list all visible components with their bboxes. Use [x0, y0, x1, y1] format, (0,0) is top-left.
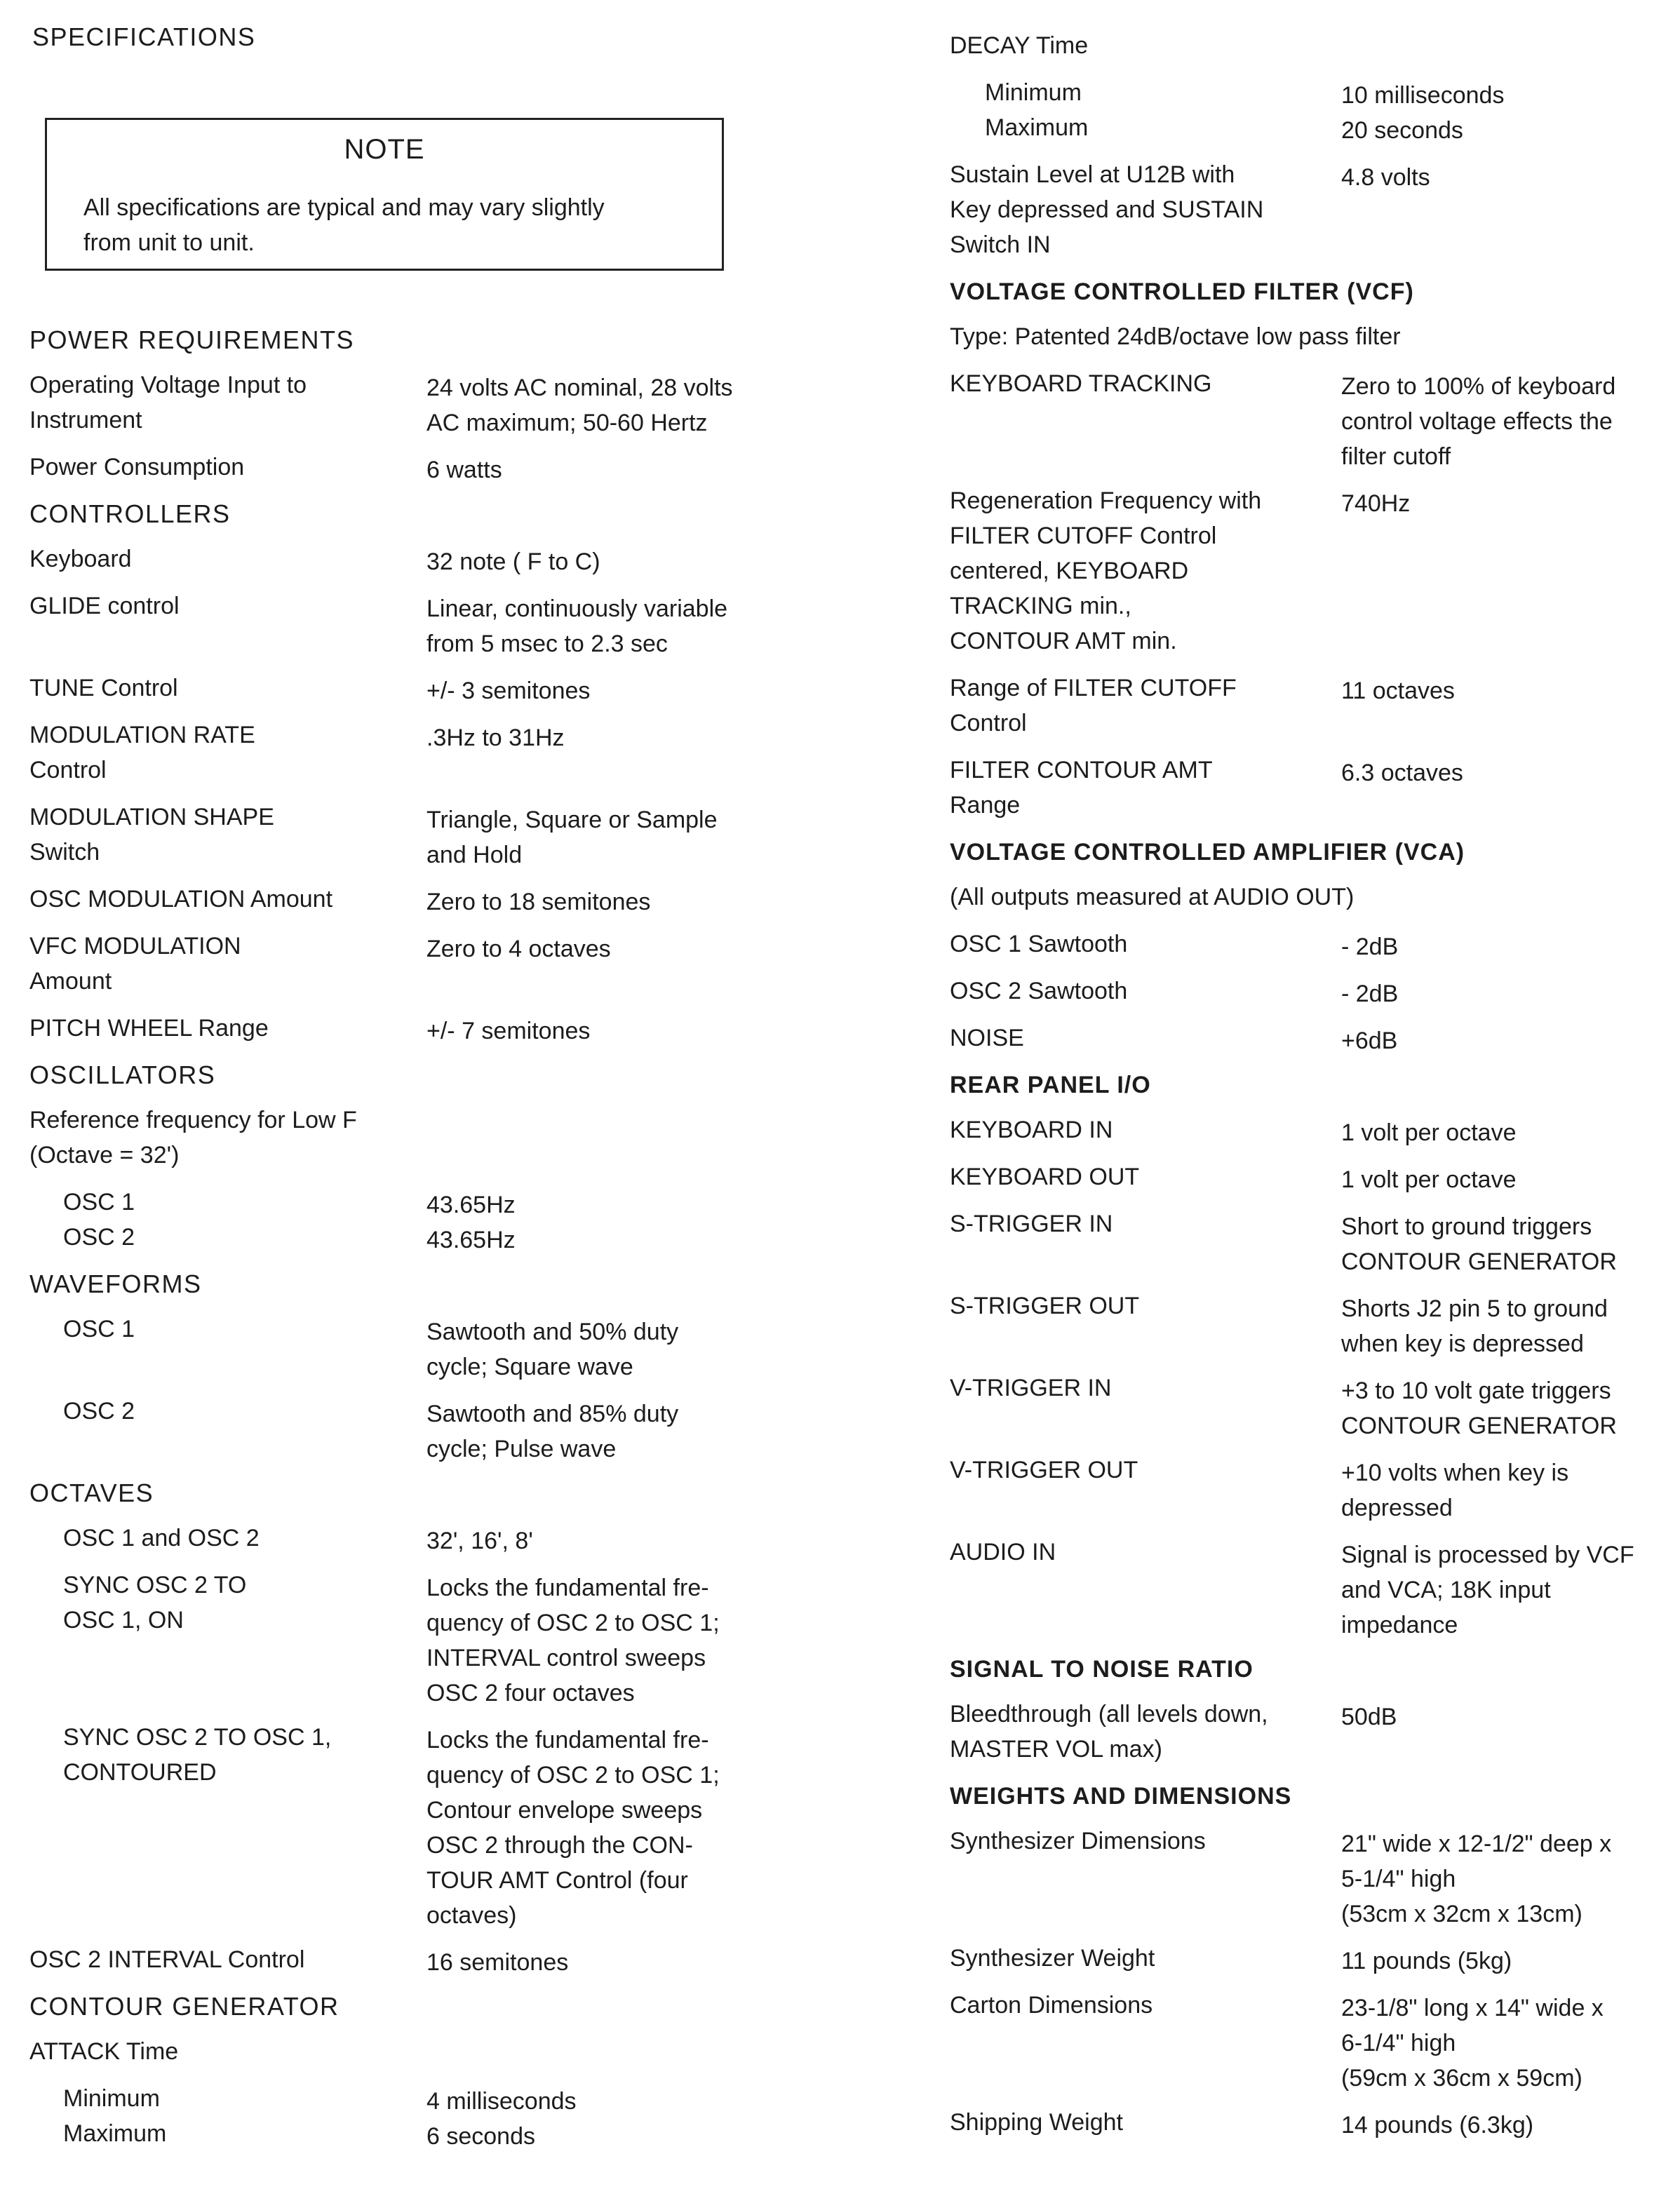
spec-label: OSC 2 [63, 1398, 135, 1424]
spec-value: 14 pounds (6.3kg) [1341, 2112, 1534, 2139]
spec-value: Zero to 18 semitones [426, 889, 651, 915]
spec-value: .3Hz to 31Hz [426, 725, 565, 751]
spec-value: 4 milliseconds [426, 2088, 577, 2115]
spec-label: Shipping Weight [950, 2109, 1123, 2136]
spec-label: NOISE [950, 1025, 1024, 1051]
spec-label: centered, KEYBOARD [950, 558, 1189, 584]
spec-value: - 2dB [1341, 981, 1399, 1007]
spec-label: TUNE Control [29, 675, 178, 701]
spec-value: Locks the fundamental fre- [426, 1727, 709, 1753]
note-body [83, 190, 605, 260]
spec-label: OSC 2 [63, 1224, 135, 1251]
spec-value: OSC 2 four octaves [426, 1680, 635, 1706]
spec-value: 6.3 octaves [1341, 760, 1463, 786]
section-heading: OCTAVES [29, 1479, 154, 1507]
section-heading: POWER REQUIREMENTS [29, 325, 355, 354]
section-heading: WAVEFORMS [29, 1269, 202, 1298]
spec-value: 10 milliseconds [1341, 82, 1505, 109]
spec-value: and Hold [426, 842, 523, 868]
spec-value: octaves) [426, 1902, 517, 1929]
spec-value: +3 to 10 volt gate triggers [1341, 1378, 1611, 1404]
spec-value: 24 volts AC nominal, 28 volts [426, 375, 733, 401]
section-heading: VOLTAGE CONTROLLED FILTER (VCF) [950, 278, 1414, 305]
spec-value: 16 semitones [426, 1949, 569, 1976]
spec-value: Triangle, Square or Sample [426, 807, 718, 833]
spec-label: Switch [29, 839, 100, 866]
spec-value: +10 volts when key is [1341, 1460, 1569, 1486]
page-title: SPECIFICATIONS [32, 22, 256, 51]
note-line: All specifications are typical and may vary slightly [83, 194, 605, 221]
spec-label: Carton Dimensions [950, 1992, 1153, 2019]
spec-label: OSC 2 INTERVAL Control [29, 1946, 305, 1973]
spec-label: KEYBOARD OUT [950, 1164, 1140, 1190]
spec-value: control voltage effects the [1341, 408, 1613, 435]
note-box [45, 118, 724, 271]
spec-value: (53cm x 32cm x 13cm) [1341, 1901, 1582, 1927]
spec-value: CONTOUR GENERATOR [1341, 1248, 1617, 1275]
section-heading: CONTOUR GENERATOR [29, 1992, 340, 2021]
spec-label: (All outputs measured at AUDIO OUT) [950, 884, 1355, 910]
spec-label: KEYBOARD IN [950, 1117, 1113, 1143]
spec-value: Short to ground triggers [1341, 1213, 1592, 1240]
spec-label: Reference frequency for Low F [29, 1107, 357, 1133]
spec-value: Contour envelope sweeps [426, 1797, 703, 1824]
spec-label: CONTOURED [63, 1759, 217, 1786]
spec-value: 23-1/8" long x 14" wide x [1341, 1995, 1604, 2021]
spec-value: 5-1/4" high [1341, 1866, 1456, 1892]
spec-value: 740Hz [1341, 490, 1411, 517]
spec-label: Amount [29, 968, 112, 995]
spec-label: Instrument [29, 407, 142, 433]
spec-label: OSC 2 Sawtooth [950, 978, 1128, 1004]
spec-value: 32', 16', 8' [426, 1528, 533, 1554]
spec-label: ATTACK Time [29, 2038, 179, 2065]
spec-value: impedance [1341, 1612, 1458, 1638]
spec-label: AUDIO IN [950, 1539, 1056, 1565]
spec-value: quency of OSC 2 to OSC 1; [426, 1610, 720, 1636]
spec-value: quency of OSC 2 to OSC 1; [426, 1762, 720, 1789]
spec-label: TRACKING min., [950, 593, 1131, 619]
spec-label: DECAY Time [950, 32, 1089, 59]
spec-label: S-TRIGGER IN [950, 1211, 1113, 1237]
spec-value: +/- 7 semitones [426, 1018, 591, 1044]
spec-label: Regeneration Frequency with [950, 487, 1262, 514]
spec-value: Zero to 4 octaves [426, 936, 611, 962]
spec-value: +/- 3 semitones [426, 678, 591, 704]
spec-label: (Octave = 32') [29, 1142, 180, 1168]
spec-label: S-TRIGGER OUT [950, 1293, 1140, 1319]
spec-value: OSC 2 through the CON- [426, 1832, 693, 1859]
section-heading: SIGNAL TO NOISE RATIO [950, 1656, 1254, 1683]
spec-value: 11 pounds (5kg) [1341, 1948, 1512, 1974]
spec-value: Signal is processed by VCF [1341, 1542, 1634, 1568]
spec-label: Type: Patented 24dB/octave low pass filter [950, 323, 1401, 350]
spec-value: Sawtooth and 85% duty [426, 1401, 679, 1427]
spec-label: MODULATION SHAPE [29, 804, 274, 830]
spec-value: AC maximum; 50-60 Hertz [426, 410, 708, 436]
spec-value: 6 seconds [426, 2123, 535, 2150]
spec-value: INTERVAL control sweeps [426, 1645, 706, 1671]
spec-value: Zero to 100% of keyboard [1341, 373, 1616, 400]
spec-label: Range [950, 792, 1021, 819]
spec-label: GLIDE control [29, 593, 180, 619]
spec-label: PITCH WHEEL Range [29, 1015, 269, 1042]
spec-label: Switch IN [950, 231, 1051, 258]
spec-value: - 2dB [1341, 934, 1399, 960]
spec-value: (59cm x 36cm x 59cm) [1341, 2065, 1582, 2092]
spec-label: MASTER VOL max) [950, 1736, 1162, 1763]
spec-label: OSC 1 [63, 1316, 135, 1342]
spec-label: Minimum [985, 79, 1082, 106]
spec-label: Maximum [63, 2120, 167, 2147]
spec-label: Minimum [63, 2085, 160, 2112]
spec-value: from 5 msec to 2.3 sec [426, 631, 668, 657]
spec-value: depressed [1341, 1495, 1453, 1521]
spec-label: Control [950, 710, 1027, 736]
spec-value: TOUR AMT Control (four [426, 1867, 688, 1894]
spec-label: Control [29, 757, 107, 783]
spec-label: V-TRIGGER OUT [950, 1457, 1138, 1483]
spec-label: Operating Voltage Input to [29, 372, 307, 398]
spec-label: OSC 1 [63, 1189, 135, 1215]
spec-label: MODULATION RATE [29, 722, 255, 748]
spec-label: OSC 1, ON [63, 1607, 184, 1634]
spec-label: FILTER CONTOUR AMT [950, 757, 1213, 783]
spec-label: OSC 1 Sawtooth [950, 931, 1128, 957]
spec-value: 4.8 volts [1341, 164, 1430, 191]
spec-value: and VCA; 18K input [1341, 1577, 1551, 1603]
spec-value: CONTOUR GENERATOR [1341, 1413, 1617, 1439]
spec-value: when key is depressed [1341, 1331, 1584, 1357]
spec-value: 1 volt per octave [1341, 1166, 1517, 1193]
spec-label: Maximum [985, 114, 1089, 141]
spec-label: Sustain Level at U12B with [950, 161, 1235, 188]
note-title: NOTE [344, 134, 425, 165]
spec-value: 32 note ( F to C) [426, 548, 600, 575]
spec-label: Keyboard [29, 546, 132, 572]
spec-value: 50dB [1341, 1704, 1397, 1730]
spec-value: 21" wide x 12-1/2" deep x [1341, 1831, 1612, 1857]
section-heading: REAR PANEL I/O [950, 1072, 1151, 1098]
spec-label: Range of FILTER CUTOFF [950, 675, 1237, 701]
section-heading: VOLTAGE CONTROLLED AMPLIFIER (VCA) [950, 839, 1465, 866]
spec-label: OSC MODULATION Amount [29, 886, 333, 912]
spec-value: Sawtooth and 50% duty [426, 1319, 679, 1345]
spec-value: Linear, continuously variable [426, 595, 728, 622]
spec-label: KEYBOARD TRACKING [950, 370, 1212, 397]
spec-label: Power Consumption [29, 454, 245, 480]
spec-label: SYNC OSC 2 TO [63, 1572, 247, 1598]
spec-label: CONTOUR AMT min. [950, 628, 1177, 654]
spec-label: V-TRIGGER IN [950, 1375, 1112, 1401]
spec-label: SYNC OSC 2 TO OSC 1, [63, 1724, 332, 1751]
note-line: from unit to unit. [83, 229, 255, 256]
spec-label: Synthesizer Weight [950, 1945, 1155, 1972]
section-heading: OSCILLATORS [29, 1060, 216, 1089]
spec-value: +6dB [1341, 1028, 1398, 1054]
spec-value: cycle; Pulse wave [426, 1436, 617, 1462]
spec-label: OSC 1 and OSC 2 [63, 1525, 260, 1551]
section-heading: WEIGHTS AND DIMENSIONS [950, 1783, 1292, 1810]
spec-label: Key depressed and SUSTAIN [950, 196, 1264, 223]
spec-value: Locks the fundamental fre- [426, 1575, 709, 1601]
spec-label: VFC MODULATION [29, 933, 241, 959]
spec-value: filter cutoff [1341, 443, 1451, 470]
section-heading: CONTROLLERS [29, 499, 231, 528]
spec-value: 20 seconds [1341, 117, 1463, 144]
spec-value: 1 volt per octave [1341, 1119, 1517, 1146]
spec-value: 6 watts [426, 457, 502, 483]
spec-value: Shorts J2 pin 5 to ground [1341, 1295, 1608, 1322]
spec-value: 43.65Hz [426, 1192, 516, 1218]
spec-label: Synthesizer Dimensions [950, 1828, 1206, 1854]
spec-value: 43.65Hz [426, 1227, 516, 1253]
spec-label: Bleedthrough (all levels down, [950, 1701, 1268, 1727]
spec-value: cycle; Square wave [426, 1354, 633, 1380]
spec-label: FILTER CUTOFF Control [950, 523, 1217, 549]
spec-value: 11 octaves [1341, 678, 1455, 704]
spec-value: 6-1/4" high [1341, 2030, 1456, 2056]
